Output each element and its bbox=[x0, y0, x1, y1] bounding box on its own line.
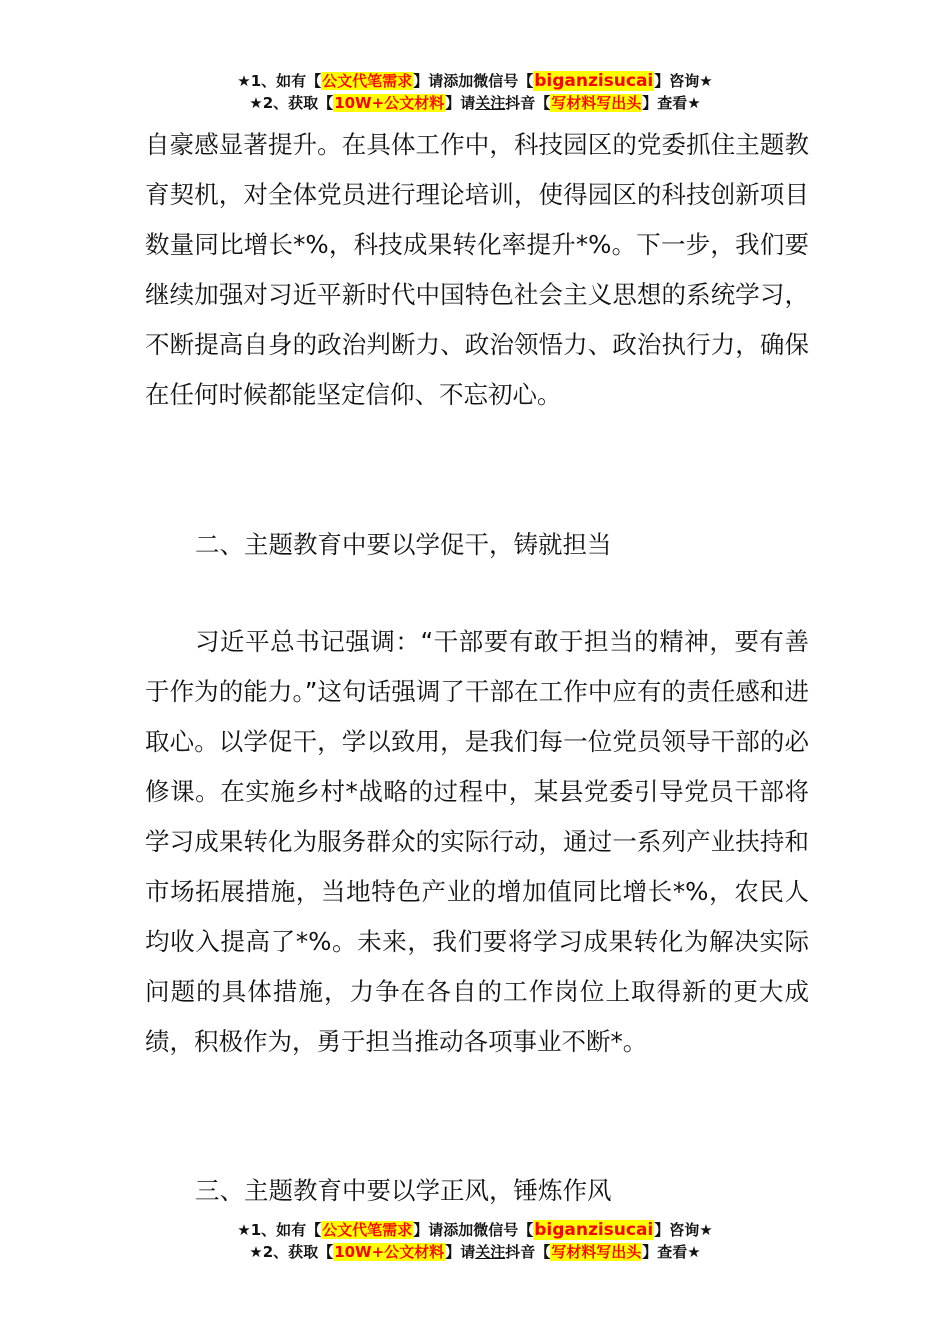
promo-footer-line-1-middle: 】请添加微信号【 bbox=[413, 1221, 534, 1239]
promo-line-2-middle-a: 】请 bbox=[445, 94, 476, 112]
promo-line-2-follow: 关注 bbox=[475, 94, 506, 112]
section-heading-2: 二、主题教育中要以学促干，铸就担当 bbox=[195, 530, 612, 559]
promo-line-2 bbox=[0, 92, 950, 114]
body-paragraph-2: 习近平总书记强调：“干部要有敢于担当的精神，要有善于作为的能力。”这句话强调了干部在工作中应有的责任感和进取心。以学促干，学以致用，是我们每一位党员领导干部的必修课。在实施乡村*战略的过程中，某县党委引导党员干部将学习成果转化为服务群众的实际行动，通过一系列产业扶持和市场拓展措施，当地特色产业的增加值同比增长*%，农民人均收入提高了*%。未来，我们要将学习成果转化为解决实际问题的具体措施，力争在各自的工作岗位上取得新的更大成绩，积极作为，勇于担当推动各项事业不断*。 bbox=[145, 627, 809, 1056]
promo-line-1-middle: 】请添加微信号【 bbox=[413, 72, 534, 90]
promo-footer-highlight-douyin: 写材料写出头 bbox=[551, 1243, 642, 1261]
promo-footer-line-2-prefix: ★2、获取【 bbox=[249, 1243, 334, 1261]
promo-highlight-wechat-id: biganzisucai bbox=[534, 71, 654, 91]
promo-line-2-middle-b: 抖音【 bbox=[505, 94, 551, 112]
promo-footer-highlight-service: 公文代笔需求 bbox=[322, 1221, 413, 1239]
promo-line-1-prefix: ★1、如有【 bbox=[237, 72, 322, 90]
promo-footer-line-2 bbox=[0, 1241, 950, 1263]
promo-highlight-douyin: 写材料写出头 bbox=[551, 94, 642, 112]
promo-footer-highlight-wechat-id: biganzisucai bbox=[534, 1220, 654, 1240]
promo-line-2-suffix: 】查看★ bbox=[642, 94, 701, 112]
promo-line-2-prefix: ★2、获取【 bbox=[249, 94, 334, 112]
promo-footer-line-2-middle-b: 抖音【 bbox=[505, 1243, 551, 1261]
promo-footer-line-2-follow: 关注 bbox=[475, 1243, 506, 1261]
promo-highlight-service: 公文代笔需求 bbox=[322, 72, 413, 90]
section-heading-3: 三、主题教育中要以学正风，锤炼作风 bbox=[195, 1176, 612, 1205]
body-paragraph-1: 自豪感显著提升。在具体工作中，科技园区的党委抓住主题教育契机，对全体党员进行理论培训，使得园区的科技创新项目数量同比增长*%，科技成果转化率提升*%。下一步，我们要继续加强对习近平新时代中国特色社会主义思想的系统学习，不断提高自身的政治判断力、政治领悟力、政治执行力，确保在任何时候都能坚定信仰、不忘初心。 bbox=[145, 130, 809, 409]
promo-footer-line-1 bbox=[0, 1219, 950, 1241]
promo-footer-line-2-suffix: 】查看★ bbox=[642, 1243, 701, 1261]
promo-highlight-materials: 10W+公文材料 bbox=[334, 94, 445, 112]
promo-footer-line-2-middle-a: 】请 bbox=[445, 1243, 476, 1261]
promo-footer bbox=[0, 1219, 950, 1263]
promo-footer-line-1-suffix: 】咨询★ bbox=[654, 1221, 713, 1239]
promo-footer-line-1-prefix: ★1、如有【 bbox=[237, 1221, 322, 1239]
promo-footer-highlight-materials: 10W+公文材料 bbox=[334, 1243, 445, 1261]
promo-header bbox=[0, 70, 950, 114]
promo-line-1-suffix: 】咨询★ bbox=[654, 72, 713, 90]
promo-line-1 bbox=[0, 70, 950, 92]
